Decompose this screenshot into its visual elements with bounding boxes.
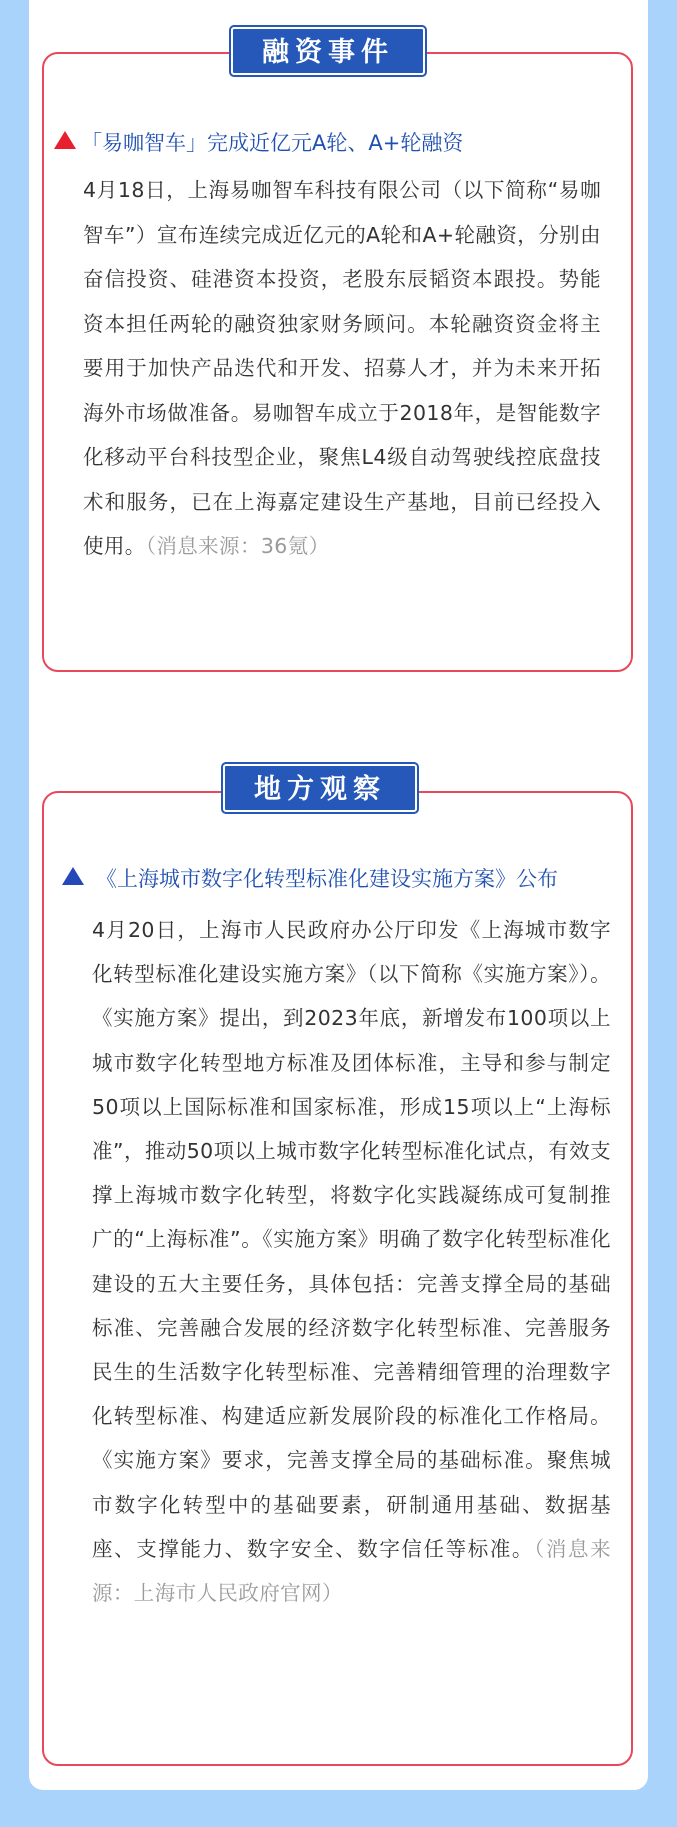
news-title: 「易咖智车」完成近亿元A轮、A+轮融资 [81, 131, 464, 155]
blue-triangle-icon [62, 867, 84, 885]
news-source: （消息来源：上海市人民政府官网） [92, 1536, 612, 1606]
news-body [83, 168, 601, 569]
news-body [92, 908, 611, 1615]
section-tab-local-observation: 地方观察 [223, 764, 417, 812]
news-body-text: 4月18日，上海易咖智车科技有限公司（以下简称“易咖智车”）宣布连续完成近亿元的A轮和A+轮融资，分别由奋信投资、硅港资本投资，老股东辰韬资本跟投。势能资本担任两轮的融资独家财务顾问。本轮融资资金将主要用于加快产品迭代和开发、招募人才，并为未来开拓海外市场做准备。易咖智车成立于2018年，是智能数字化移动平台科技型企业，聚焦L4级自动驾驶线控底盘技术和服务，已在上海嘉定建设生产基地，目前已经投入使用。 [83, 178, 601, 558]
news-title: 《上海城市数字化转型标准化建设实施方案》公布 [96, 867, 558, 891]
news-source: （消息来源：36氪） [145, 534, 330, 558]
news-body-text: 4月20日，上海市人民政府办公厅印发《上海城市数字化转型标准化建设实施方案》（以下简称《实施方案》）。《实施方案》提出，到2023年底，新增发布100项以上城市数字化转型地方标准及团体标准，主导和参与制定50项以上国际标准和国家标准，形成15项以上“上海标准”，推动50项以上城市数字化转型标准化试点，有效支撑上海城市数字化转型，将数字化实践凝练成可复制推广的“上海标准”。《实施方案》明确了数字化转型标准化建设的五大主要任务，具体包括：完善支撑全局的基础标准、完善融合发展的经济数字化转型标准、完善服务民生的生活数字化转型标准、完善精细管理的治理数字化转型标准、构建适应新发展阶段的标准化工作格局。《实施方案》要求，完善支撑全局的基础标准。聚焦城市数字化转型中的基础要素，研制通用基础、数据基座、支撑能力、数字安全、数字信任等标准。 [92, 918, 611, 1561]
section-tab-financing-events: 融资事件 [231, 27, 425, 75]
red-triangle-icon [54, 131, 76, 149]
